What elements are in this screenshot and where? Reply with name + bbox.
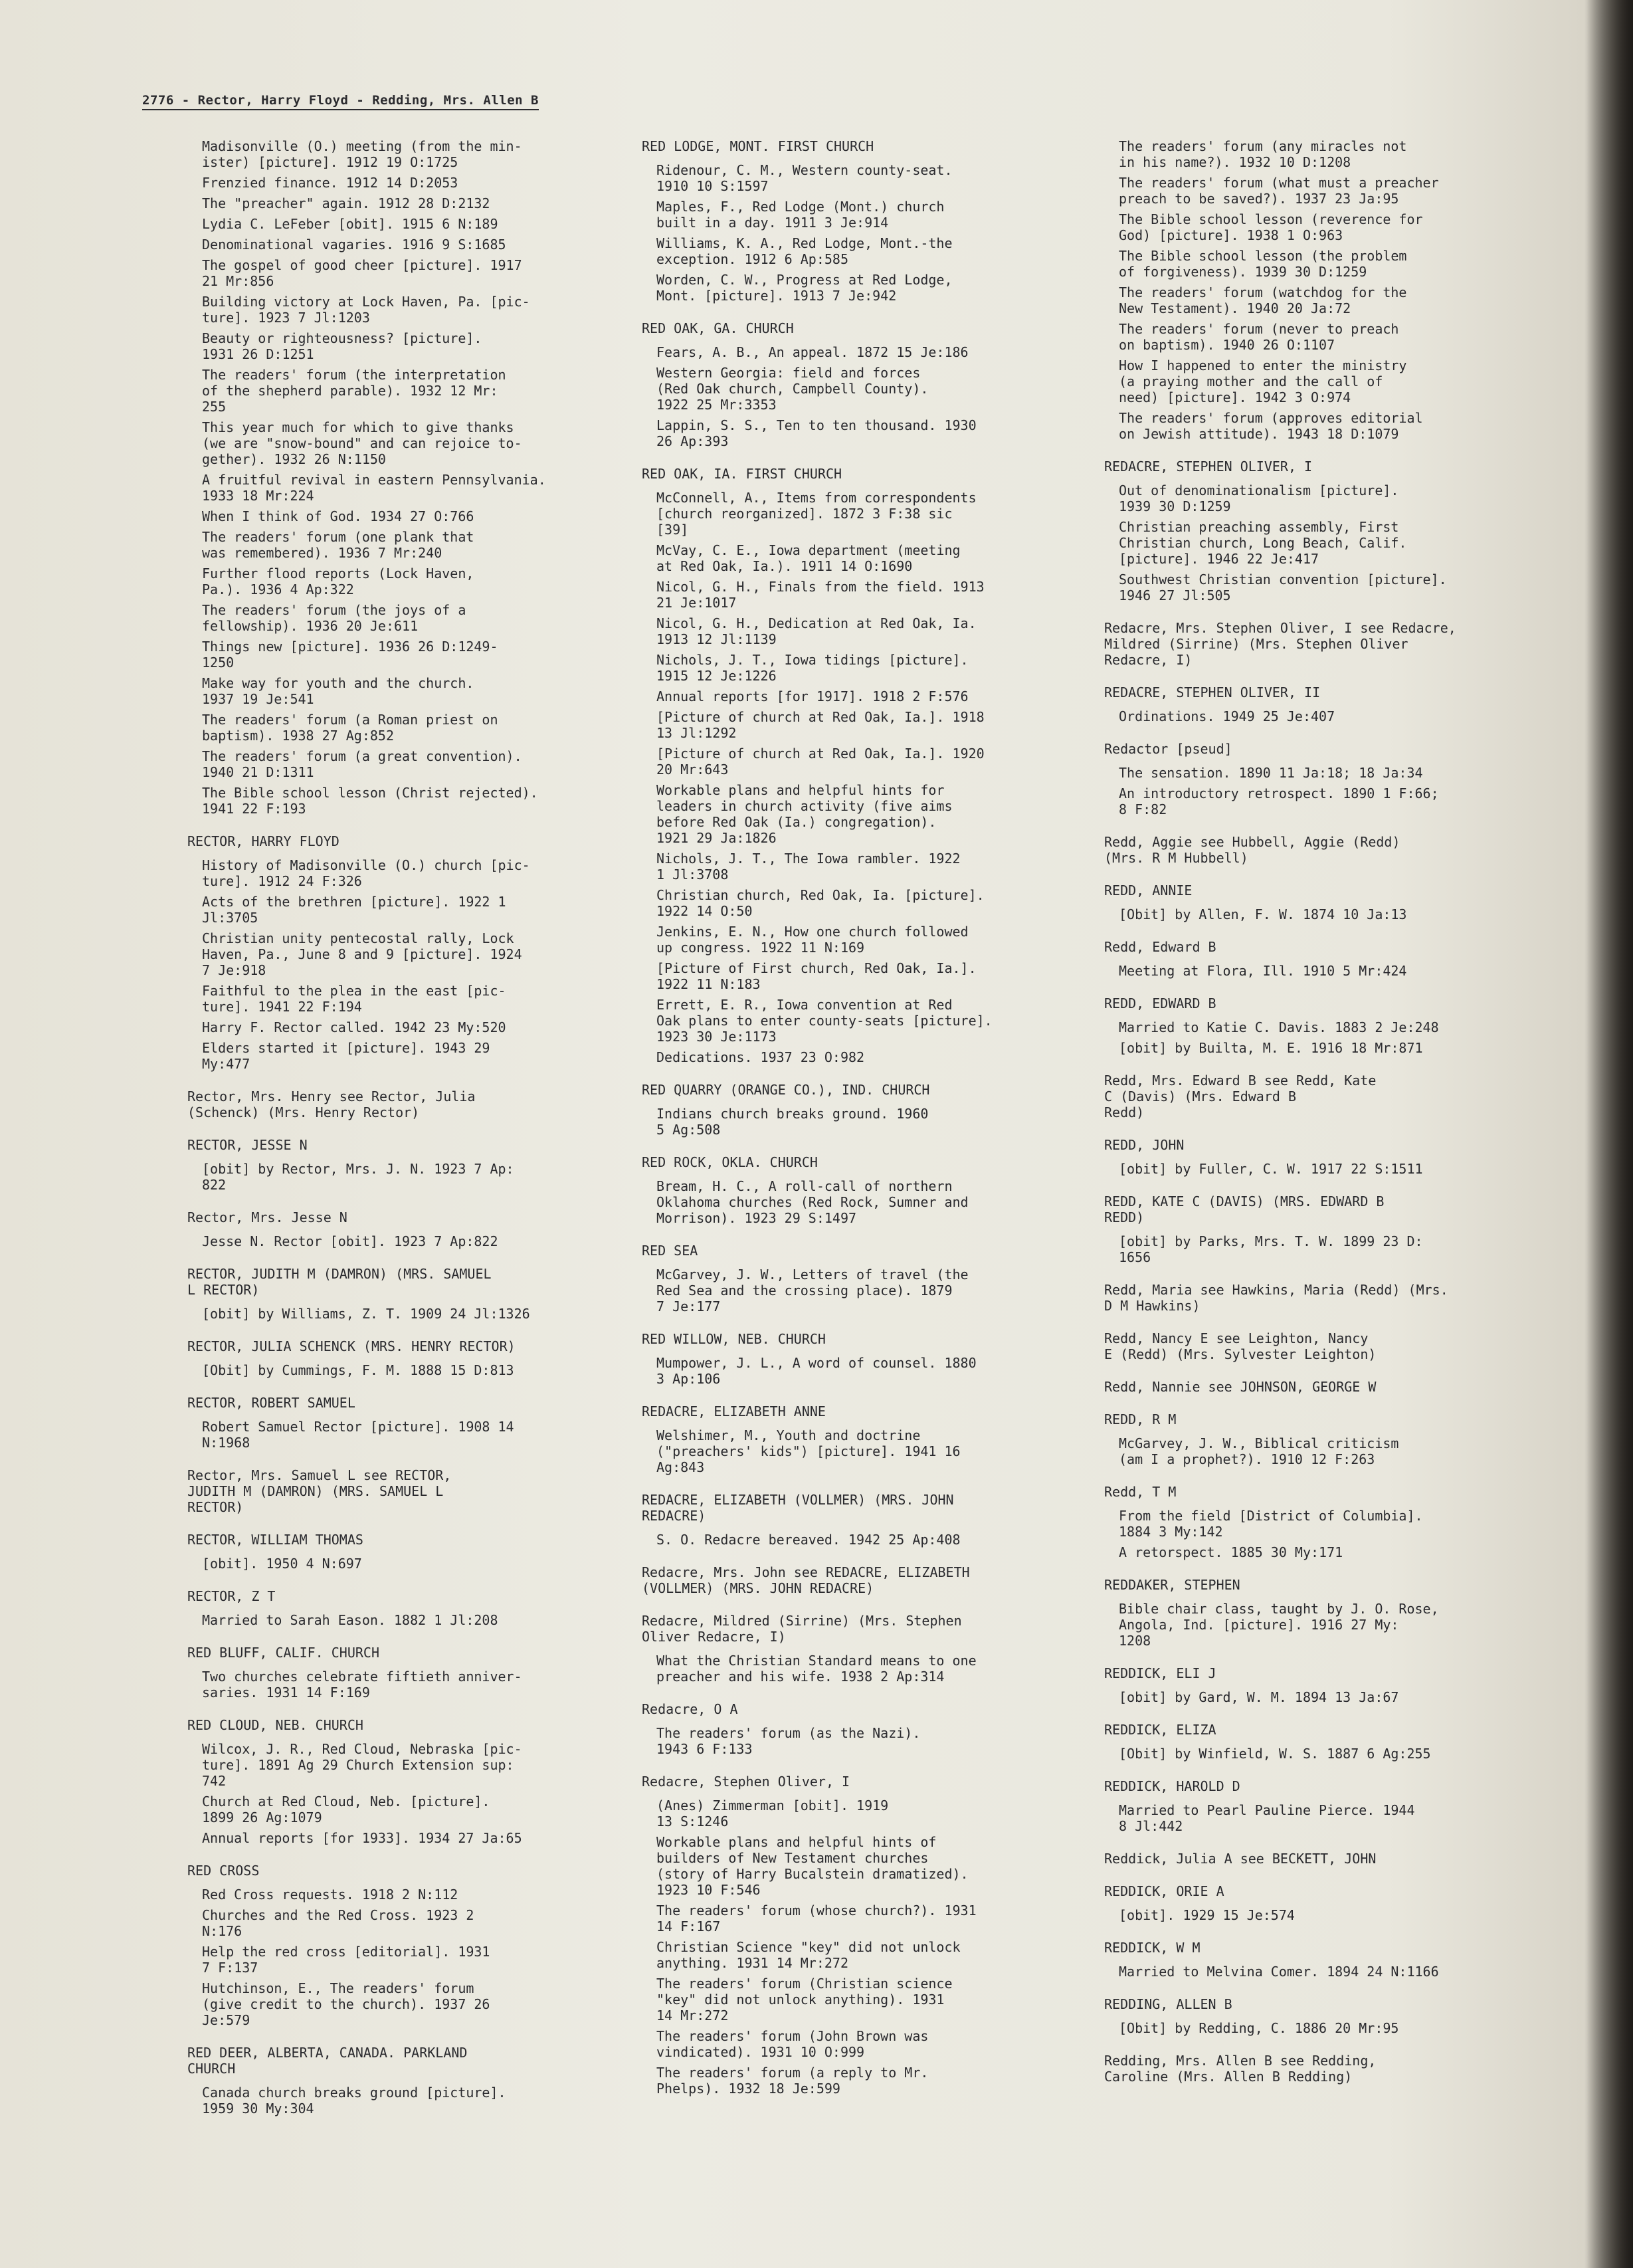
citation-line: Married to Katie C. Davis. 1883 2 Je:248 [1119,1019,1439,1035]
citation-line: Red Cross requests. 1918 2 N:112 [202,1887,458,1903]
index-entry [187,2045,626,2116]
citation-line: Denominational vagaries. 1916 9 S:1685 [202,237,506,253]
citation-line: Nicol, G. H., Dedication at Red Oak, Ia. 1913 12 Jl:1139 [656,615,977,647]
index-entry [187,1266,626,1322]
citation-line: McGarvey, J. W., Letters of travel (the Red Sea and the crossing place). 1879 7 Je:177 [656,1267,969,1314]
citation-line: From the field [District of Columbia]. 1884 3 My:142 [1119,1508,1423,1540]
index-entry [1104,1778,1556,1834]
index-entry [1104,459,1556,603]
citation-line: Lappin, S. S., Ten to ten thousand. 1930 26 Ap:393 [656,417,977,449]
citation-line: When I think of God. 1934 27 O:766 [202,508,474,524]
entry-heading: RECTOR, ROBERT SAMUEL [187,1395,355,1411]
entry-heading: Redd, Maria see Hawkins, Maria (Redd) (Mrs. D M Hawkins) [1104,1282,1448,1314]
index-entry [187,1395,626,1451]
citation-line: The readers' forum (watchdog for the New Testament). 1940 20 Ja:72 [1119,284,1407,316]
entry-heading: RECTOR, Z T [187,1588,276,1604]
index-entry [1104,1330,1556,1362]
citation-line: Lydia C. LeFeber [obit]. 1915 6 N:189 [202,216,498,232]
index-entry [1104,1883,1556,1923]
index-entry [1104,1851,1556,1867]
running-head: 2776 - Rector, Harry Floyd - Redding, Mrs. Allen B [142,93,539,110]
citation-line: Annual reports [for 1933]. 1934 27 Ja:65 [202,1830,522,1846]
citation-line: [obit]. 1929 15 Je:574 [1119,1907,1295,1923]
entry-heading: Redacre, Mrs. John see REDACRE, ELIZABETH (VOLLMER) (MRS. JOHN REDACRE) [642,1564,970,1596]
index-entry [1104,1137,1556,1177]
citation-line: (Anes) Zimmerman [obit]. 1919 13 S:1246 [656,1798,889,1829]
citation-line: McVay, C. E., Iowa department (meeting at Red Oak, Ia.). 1911 14 O:1690 [656,542,961,574]
entry-heading: Reddick, Julia A see BECKETT, JOHN [1104,1851,1377,1867]
index-entry [187,833,626,1072]
citation-line: Williams, K. A., Red Lodge, Mont.-the exception. 1912 6 Ap:585 [656,235,953,267]
citation-line: [Picture of church at Red Oak, Ia.]. 1918 13 Jl:1292 [656,709,985,741]
index-entry [642,1492,1094,1548]
citation-line: [obit] by Rector, Mrs. J. N. 1923 7 Ap: 822 [202,1161,514,1193]
citation-line: Elders started it [picture]. 1943 29 My:477 [202,1040,490,1072]
index-entry [642,1613,1094,1685]
entry-heading: Redd, Nannie see JOHNSON, GEORGE W [1104,1379,1377,1395]
index-entry [1104,1577,1556,1649]
citation-line: The "preacher" again. 1912 28 D:2132 [202,195,490,211]
citation-line: Wilcox, J. R., Red Cloud, Nebraska [pic- ture]. 1891 Ag 29 Church Extension sup: 742 [202,1741,522,1789]
citation-line: Acts of the brethren [picture]. 1922 1 Jl:3705 [202,894,506,926]
citation-line: Workable plans and helpful hints for leaders in church activity (five aims before Red Oak (Ia.) congregation). 1921 29 Ja:1826 [656,782,953,846]
entry-heading: RECTOR, JULIA SCHENCK (MRS. HENRY RECTOR) [187,1338,516,1354]
index-entry [1104,1411,1556,1467]
binding-shadow [1586,0,1633,2268]
citation-line: Bible chair class, taught by J. O. Rose, Angola, Ind. [picture]. 1916 27 My: 1208 [1119,1601,1439,1649]
entry-heading: RED BLUFF, CALIF. CHURCH [187,1645,379,1661]
entry-heading: REDD, ANNIE [1104,882,1193,898]
entry-heading: REDACRE, STEPHEN OLIVER, I [1104,459,1313,474]
entry-heading: REDDICK, W M [1104,1940,1201,1956]
entry-heading: Redd, Nancy E see Leighton, Nancy E (Redd) (Mrs. Sylvester Leighton) [1104,1330,1377,1362]
entry-heading: REDACRE, ELIZABETH (VOLLMER) (MRS. JOHN REDACRE) [642,1492,954,1524]
citation-line: The Bible school lesson (Christ rejected). 1941 22 F:193 [202,785,538,817]
entry-heading: RECTOR, HARRY FLOYD [187,833,339,849]
index-entry [187,1338,626,1378]
citation-line: [obit] by Gard, W. M. 1894 13 Ja:67 [1119,1689,1399,1705]
index-entry [642,1154,1094,1226]
entry-heading: RED DEER, ALBERTA, CANADA. PARKLAND CHURCH [187,2045,468,2077]
citation-line: Nicol, G. H., Finals from the field. 1913 21 Je:1017 [656,579,985,611]
citation-line: Welshimer, M., Youth and doctrine ("preachers' kids") [picture]. 1941 16 Ag:843 [656,1427,961,1475]
citation-line: Meeting at Flora, Ill. 1910 5 Mr:424 [1119,963,1407,979]
entry-heading: Redacre, Mrs. Stephen Oliver, I see Redacre, Mildred (Sirrine) (Mrs. Stephen Oliver Redacre, I) [1104,620,1456,668]
citation-line: Harry F. Rector called. 1942 23 My:520 [202,1019,506,1035]
citation-line: The readers' forum (a reply to Mr. Phelps). 1932 18 Je:599 [656,2065,929,2097]
citation-line: The readers' forum (as the Nazi). 1943 6 F:133 [656,1725,921,1757]
index-entry [642,1082,1094,1138]
index-entry [187,1467,626,1515]
citation-line: Christian Science "key" did not unlock anything. 1931 14 Mr:272 [656,1939,961,1971]
citation-line: This year much for which to give thanks (we are "snow-bound" and can rejoice to- gether). 1932 26 N:1150 [202,419,522,467]
citation-line: Nichols, J. T., The Iowa rambler. 1922 1 Jl:3708 [656,851,961,882]
citation-line: Ridenour, C. M., Western county-seat. 1910 10 S:1597 [656,162,953,194]
citation-line: [obit]. 1950 4 N:697 [202,1556,362,1572]
citation-line: An introductory retrospect. 1890 1 F:66; 8 F:82 [1119,785,1439,817]
citation-line: McConnell, A., Items from correspondents [church reorganized]. 1872 3 F:38 sic [39] [656,490,977,538]
citation-line: S. O. Redacre bereaved. 1942 25 Ap:408 [656,1532,961,1548]
citation-line: The readers' forum (a great convention). 1940 21 D:1311 [202,748,522,780]
citation-line: Further flood reports (Lock Haven, Pa.). 1936 4 Ap:322 [202,566,474,597]
index-entry [187,138,626,817]
entry-heading: REDD, KATE C (DAVIS) (MRS. EDWARD B REDD) [1104,1193,1385,1225]
citation-line: Two churches celebrate fiftieth anniver- saries. 1931 14 F:169 [202,1669,522,1701]
citation-line: Southwest Christian convention [picture]. 1946 27 Jl:505 [1119,571,1447,603]
index-entry [642,1701,1094,1757]
entry-heading: RED CLOUD, NEB. CHURCH [187,1717,363,1733]
index-entry [642,1564,1094,1596]
citation-line: [Obit] by Cummings, F. M. 1888 15 D:813 [202,1362,514,1378]
index-entry [187,1532,626,1572]
citation-line: Worden, C. W., Progress at Red Lodge, Mont. [picture]. 1913 7 Je:942 [656,272,953,304]
citation-line: The readers' forum (a Roman priest on baptism). 1938 27 Ag:852 [202,712,498,744]
index-entry [1104,684,1556,724]
entry-heading: Redacre, Mildred (Sirrine) (Mrs. Stephen Oliver Redacre, I) [642,1613,962,1645]
citation-line: [obit] by Builta, M. E. 1916 18 Mr:871 [1119,1040,1423,1056]
citation-line: Madisonville (O.) meeting (from the min- ister) [picture]. 1912 19 O:1725 [202,138,522,170]
citation-line: Christian church, Red Oak, Ia. [picture]. 1922 14 O:50 [656,887,985,919]
citation-line: Canada church breaks ground [picture]. 1959 30 My:304 [202,2085,506,2116]
index-entry [1104,834,1556,866]
index-entry [1104,1665,1556,1705]
index-entry [642,466,1094,1065]
citation-line: The gospel of good cheer [picture]. 1917 21 Mr:856 [202,257,522,289]
entry-heading: Redd, T M [1104,1484,1177,1500]
entry-heading: RED ROCK, OKLA. CHURCH [642,1154,818,1170]
index-entry [1104,1073,1556,1120]
citation-line: A retorspect. 1885 30 My:171 [1119,1544,1343,1560]
index-entry [642,1331,1094,1387]
entry-heading: Redactor [pseud] [1104,741,1232,757]
citation-line: Churches and the Red Cross. 1923 2 N:176 [202,1907,474,1939]
citation-line: The readers' forum (John Brown was vindicated). 1931 10 O:999 [656,2028,929,2060]
entry-heading: Redd, Aggie see Hubbell, Aggie (Redd) (Mrs. R M Hubbell) [1104,834,1400,866]
citation-line: Bream, H. C., A roll-call of northern Oklahoma churches (Red Rock, Sumner and Morrison). 1923 29 S:1497 [656,1178,969,1226]
citation-line: [Obit] by Allen, F. W. 1874 10 Ja:13 [1119,906,1407,922]
index-entry [187,1863,626,2028]
citation-line: Ordinations. 1949 25 Je:407 [1119,708,1335,724]
entry-heading: RED SEA [642,1243,698,1259]
citation-line: The readers' forum (the interpretation of the shepherd parable). 1932 12 Mr: 255 [202,367,506,415]
citation-line: Errett, E. R., Iowa convention at Red Oak plans to enter county-seats [picture]. 1923 30 Je:1173 [656,997,993,1045]
citation-line: The readers' forum (one plank that was remembered). 1936 7 Mr:240 [202,529,474,561]
entry-heading: Redacre, O A [642,1701,738,1717]
index-entry [642,320,1094,449]
entry-heading: REDACRE, ELIZABETH ANNE [642,1403,826,1419]
citation-line: [Picture of church at Red Oak, Ia.]. 1920 20 Mr:643 [656,746,985,777]
index-entry [187,1588,626,1628]
entry-heading: REDDICK, ELI J [1104,1665,1216,1681]
citation-line: Jesse N. Rector [obit]. 1923 7 Ap:822 [202,1233,498,1249]
citation-line: [Obit] by Winfield, W. S. 1887 6 Ag:255 [1119,1746,1431,1762]
entry-heading: RECTOR, WILLIAM THOMAS [187,1532,363,1548]
entry-heading: RECTOR, JUDITH M (DAMRON) (MRS. SAMUEL L RECTOR) [187,1266,492,1298]
citation-line: Things new [picture]. 1936 26 D:1249- 1250 [202,639,498,670]
citation-line: How I happened to enter the ministry (a praying mother and the call of need) [picture]. 1942 3 O:974 [1119,358,1407,405]
citation-line: Mumpower, J. L., A word of counsel. 1880 3 Ap:106 [656,1355,977,1387]
citation-line: The readers' forum (whose church?). 1931 14 F:167 [656,1903,977,1934]
index-entry [1104,995,1556,1056]
entry-heading: Rector, Mrs. Jesse N [187,1209,347,1225]
entry-heading: REDDICK, ELIZA [1104,1722,1216,1738]
index-entry [642,1243,1094,1314]
entry-heading: RECTOR, JESSE N [187,1137,308,1153]
citation-line: Nichols, J. T., Iowa tidings [picture]. 1915 12 Je:1226 [656,652,969,684]
index-entry [1104,1722,1556,1762]
entry-heading: REDD, EDWARD B [1104,995,1216,1011]
citation-line: Frenzied finance. 1912 14 D:2053 [202,175,458,191]
entry-heading: REDACRE, STEPHEN OLIVER, II [1104,684,1321,700]
entry-heading: RED LODGE, MONT. FIRST CHURCH [642,138,874,154]
citation-line: Maples, F., Red Lodge (Mont.) church built in a day. 1911 3 Je:914 [656,199,945,231]
index-column-1 [187,138,626,2133]
citation-line: Jenkins, E. N., How one church followed up congress. 1922 11 N:169 [656,924,969,956]
entry-heading: Redd, Edward B [1104,939,1216,955]
index-entry [1104,1379,1556,1395]
index-entry [187,1088,626,1120]
entry-heading: Rector, Mrs. Samuel L see RECTOR, JUDITH M (DAMRON) (MRS. SAMUEL L RECTOR) [187,1467,452,1515]
citation-line: The Bible school lesson (the problem of forgiveness). 1939 30 D:1259 [1119,248,1407,280]
citation-line: The sensation. 1890 11 Ja:18; 18 Ja:34 [1119,765,1423,781]
entry-heading: REDDING, ALLEN B [1104,1996,1232,2012]
entry-heading: REDD, R M [1104,1411,1177,1427]
citation-line: Married to Pearl Pauline Pierce. 1944 8 Jl:442 [1119,1802,1415,1834]
index-entry [1104,882,1556,922]
citation-line: McGarvey, J. W., Biblical criticism (am I a prophet?). 1910 12 F:263 [1119,1435,1399,1467]
index-entry [642,138,1094,304]
citation-line: Dedications. 1937 23 O:982 [656,1049,865,1065]
citation-line: The readers' forum (any miracles not in his name?). 1932 10 D:1208 [1119,138,1407,170]
entry-heading: RED WILLOW, NEB. CHURCH [642,1331,826,1347]
citation-line: [Obit] by Redding, C. 1886 20 Mr:95 [1119,2020,1399,2036]
citation-line: The readers' forum (the joys of a fellowship). 1936 20 Je:611 [202,602,466,634]
citation-line: Help the red cross [editorial]. 1931 7 F:137 [202,1944,490,1976]
entry-heading: Redd, Mrs. Edward B see Redd, Kate C (Davis) (Mrs. Edward B Redd) [1104,1073,1377,1120]
entry-heading: RED QUARRY (ORANGE CO.), IND. CHURCH [642,1082,930,1098]
citation-line: The readers' forum (approves editorial on Jewish attitude). 1943 18 D:1079 [1119,410,1423,442]
citation-line: Make way for youth and the church. 1937 19 Je:541 [202,675,474,707]
entry-heading: RED OAK, IA. FIRST CHURCH [642,466,842,482]
citation-line: Faithful to the plea in the east [pic- ture]. 1941 22 F:194 [202,983,506,1015]
entry-heading: REDDAKER, STEPHEN [1104,1577,1240,1593]
citation-line: Married to Melvina Comer. 1894 24 N:1166 [1119,1964,1439,1980]
index-column-3 [1104,138,1556,2101]
citation-line: The readers' forum (never to preach on baptism). 1940 26 O:1107 [1119,321,1399,353]
index-entry [187,1137,626,1193]
citation-line: Married to Sarah Eason. 1882 1 Jl:208 [202,1612,498,1628]
entry-heading: RED OAK, GA. CHURCH [642,320,794,336]
index-entry [187,1717,626,1846]
citation-line: Hutchinson, E., The readers' forum (give credit to the church). 1937 26 Je:579 [202,1980,490,2028]
citation-line: [obit] by Parks, Mrs. T. W. 1899 23 D: 1656 [1119,1233,1423,1265]
citation-line: [Picture of First church, Red Oak, Ia.]. 1922 11 N:183 [656,960,977,992]
entry-heading: Redding, Mrs. Allen B see Redding, Caroline (Mrs. Allen B Redding) [1104,2053,1377,2085]
index-entry [1104,1996,1556,2036]
index-entry [1104,741,1556,817]
index-entry [1104,1282,1556,1314]
citation-line: Indians church breaks ground. 1960 5 Ag:508 [656,1106,929,1138]
citation-line: Workable plans and helpful hints of builders of New Testament churches (story of Harry Bucalstein dramatized). 1923 10 F:546 [656,1834,969,1898]
index-entry [1104,939,1556,979]
entry-heading: Rector, Mrs. Henry see Rector, Julia (Schenck) (Mrs. Henry Rector) [187,1088,476,1120]
citation-line: Christian preaching assembly, First Christian church, Long Beach, Calif. [picture]. 1946 22 Je:417 [1119,519,1407,567]
citation-line: [obit] by Williams, Z. T. 1909 24 Jl:1326 [202,1306,530,1322]
citation-line: Annual reports [for 1917]. 1918 2 F:576 [656,688,969,704]
entry-heading: REDDICK, HAROLD D [1104,1778,1240,1794]
entry-heading: REDD, JOHN [1104,1137,1185,1153]
entry-heading: RED CROSS [187,1863,260,1879]
citation-line: What the Christian Standard means to one preacher and his wife. 1938 2 Ap:314 [656,1653,977,1685]
citation-line: The readers' forum (what must a preacher preach to be saved?). 1937 23 Ja:95 [1119,175,1439,207]
index-entry [187,1645,626,1701]
citation-line: Fears, A. B., An appeal. 1872 15 Je:186 [656,344,969,360]
citation-line: Christian unity pentecostal rally, Lock Haven, Pa., June 8 and 9 [picture]. 1924 7 Je:918 [202,930,522,978]
entry-heading: REDDICK, ORIE A [1104,1883,1224,1899]
citation-line: The readers' forum (Christian science "key" did not unlock anything). 1931 14 Mr:272 [656,1976,953,2023]
index-entry [1104,1484,1556,1560]
citation-line: Church at Red Cloud, Neb. [picture]. 1899 26 Ag:1079 [202,1794,490,1825]
index-entry [1104,620,1556,668]
entry-heading: Redacre, Stephen Oliver, I [642,1774,850,1790]
citation-line: Robert Samuel Rector [picture]. 1908 14 N:1968 [202,1419,514,1451]
citation-line: Out of denominationalism [picture]. 1939 30 D:1259 [1119,482,1399,514]
index-entry [642,1774,1094,2097]
index-entry [642,1403,1094,1475]
index-column-2 [642,138,1094,2113]
index-entry [1104,1193,1556,1265]
citation-line: Western Georgia: field and forces (Red Oak church, Campbell County). 1922 25 Mr:3353 [656,365,929,413]
citation-line: A fruitful revival in eastern Pennsylvania. 1933 18 Mr:224 [202,472,546,504]
citation-line: The Bible school lesson (reverence for God) [picture]. 1938 1 O:963 [1119,211,1423,243]
citation-line: Beauty or righteousness? [picture]. 1931 26 D:1251 [202,330,482,362]
index-entry [1104,138,1556,442]
citation-line: Building victory at Lock Haven, Pa. [pic- ture]. 1923 7 Jl:1203 [202,294,530,326]
index-entry [1104,2053,1556,2085]
index-entry [1104,1940,1556,1980]
index-entry [187,1209,626,1249]
citation-line: [obit] by Fuller, C. W. 1917 22 S:1511 [1119,1161,1423,1177]
citation-line: History of Madisonville (O.) church [pic- ture]. 1912 24 F:326 [202,857,530,889]
